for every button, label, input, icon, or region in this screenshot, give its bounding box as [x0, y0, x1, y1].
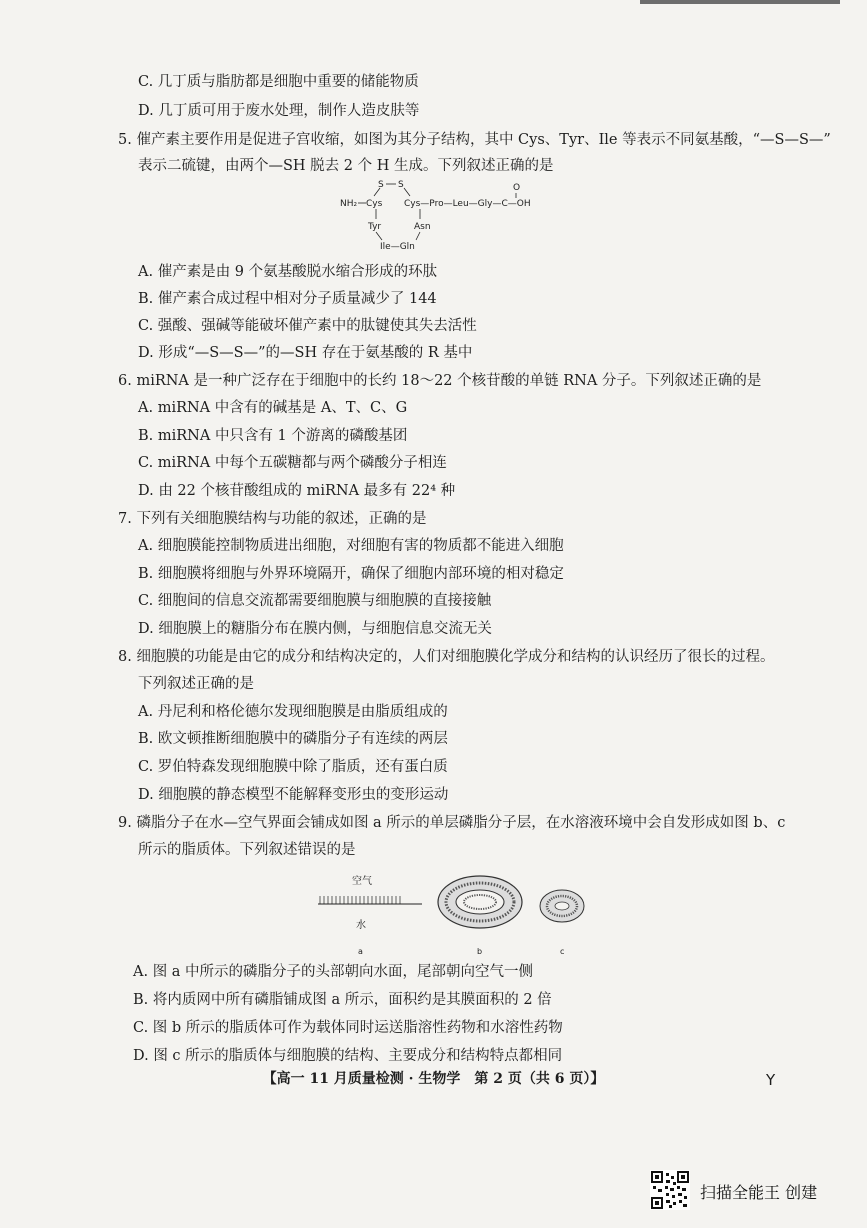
monolayer-a	[318, 896, 422, 904]
mol-cys-left: Cys	[366, 199, 383, 209]
q9-option-d: D. 图 c 所示的脂质体与细胞膜的结构、主要成分和结构特点都相同	[133, 1048, 563, 1064]
q5-stem-line1: 5. 催产素主要作用是促进子宫收缩，如图为其分子结构，其中 Cys、Tyr、Ile 等表示不同氨基酸，“—S—S—”	[118, 132, 831, 148]
q4-option-c: C. 几丁质与脂肪都是细胞中重要的储能物质	[138, 74, 419, 90]
oxytocin-structure-figure	[338, 176, 558, 256]
mol-chain: Cys—Pro—Leu—Gly—C—OH	[404, 199, 531, 209]
q9-option-b: B. 将内质网中所有磷脂铺成图 a 所示，面积约是其膜面积的 2 倍	[133, 992, 552, 1008]
q5-option-c: C. 强酸、强碱等能破坏催产素中的肽键使其失去活性	[138, 318, 477, 334]
q7-option-c: C. 细胞间的信息交流都需要细胞膜与细胞膜的直接接触	[138, 593, 492, 609]
q6-option-b: B. miRNA 中只含有 1 个游离的磷酸基团	[138, 428, 408, 444]
q9-stem-line1: 9. 磷脂分子在水—空气界面会铺成如图 a 所示的单层磷脂分子层，在水溶液环境中会自发形成如图 b、c	[118, 815, 786, 831]
q9-option-c: C. 图 b 所示的脂质体可作为载体同时运送脂溶性药物和水溶性药物	[133, 1020, 563, 1036]
q8-option-a: A. 丹尼利和格伦德尔发现细胞膜是由脂质组成的	[138, 704, 448, 720]
mol-nh2: NH₂	[340, 199, 358, 209]
q5-option-b: B. 催产素合成过程中相对分子质量减少了 144	[138, 291, 437, 307]
q4-option-d: D. 几丁质可用于废水处理，制作人造皮肤等	[138, 103, 420, 119]
mol-s-left: S	[378, 180, 384, 190]
q5-option-a: A. 催产素是由 9 个氨基酸脱水缩合形成的环肽	[138, 264, 438, 280]
liposome-c	[540, 890, 584, 922]
q5-stem-line2: 表示二硫键，由两个—SH 脱去 2 个 H 生成。下列叙述正确的是	[138, 158, 554, 174]
q8-stem-line2: 下列叙述正确的是	[138, 676, 254, 692]
q9-option-a: A. 图 a 中所示的磷脂分子的头部朝向水面，尾部朝向空气一侧	[133, 964, 534, 980]
page-footer: 【高一 11 月质量检测 · 生物学 第 2 页（共 6 页）】	[262, 1071, 605, 1087]
liposome-figure	[300, 870, 600, 960]
q7-stem: 7. 下列有关细胞膜结构与功能的叙述，正确的是	[118, 511, 427, 527]
q6-stem: 6. miRNA 是一种广泛存在于细胞中的长约 18～22 个核苷酸的单链 RNA 分子。下列叙述正确的是	[118, 373, 762, 389]
mol-tyr: Tyr	[368, 222, 382, 232]
corner-mark: Y	[766, 1071, 776, 1089]
mol-ile-gln: Ile—Gln	[380, 242, 415, 252]
scanner-watermark: 扫描全能王 创建	[700, 1183, 818, 1202]
mol-asn: Asn	[414, 222, 431, 232]
fig-label-a: a	[358, 947, 363, 956]
q7-option-b: B. 细胞膜将细胞与外界环境隔开，确保了细胞内部环境的相对稳定	[138, 566, 564, 582]
fig-air-label: 空气	[352, 876, 372, 887]
qr-code-icon	[650, 1170, 690, 1210]
mol-oxygen: O	[513, 183, 521, 193]
fig-water-label: 水	[356, 920, 366, 931]
fig-label-b: b	[477, 947, 483, 956]
q6-option-c: C. miRNA 中每个五碳糖都与两个磷酸分子相连	[138, 455, 447, 471]
q8-option-d: D. 细胞膜的静态模型不能解释变形虫的变形运动	[138, 787, 449, 803]
fig-label-c: c	[560, 947, 565, 956]
liposome-b	[438, 876, 522, 928]
q6-option-a: A. miRNA 中含有的碱基是 A、T、C、G	[138, 400, 408, 416]
top-rule	[640, 0, 840, 4]
mol-s-right: S	[398, 180, 404, 190]
q7-option-d: D. 细胞膜上的糖脂分布在膜内侧，与细胞信息交流无关	[138, 621, 492, 637]
q5-option-d: D. 形成“—S—S—”的—SH 存在于氨基酸的 R 基中	[138, 345, 473, 361]
q9-stem-line2: 所示的脂质体。下列叙述错误的是	[138, 842, 356, 858]
q6-option-d: D. 由 22 个核苷酸组成的 miRNA 最多有 22⁴ 种	[138, 483, 456, 499]
q7-option-a: A. 细胞膜能控制物质进出细胞，对细胞有害的物质都不能进入细胞	[138, 538, 564, 554]
q8-option-b: B. 欧文顿推断细胞膜中的磷脂分子有连续的两层	[138, 731, 448, 747]
q8-stem-line1: 8. 细胞膜的功能是由它的成分和结构决定的，人们对细胞膜化学成分和结构的认识经历了很长的过程。	[118, 649, 775, 665]
q8-option-c: C. 罗伯特森发现细胞膜中除了脂质，还有蛋白质	[138, 759, 448, 775]
